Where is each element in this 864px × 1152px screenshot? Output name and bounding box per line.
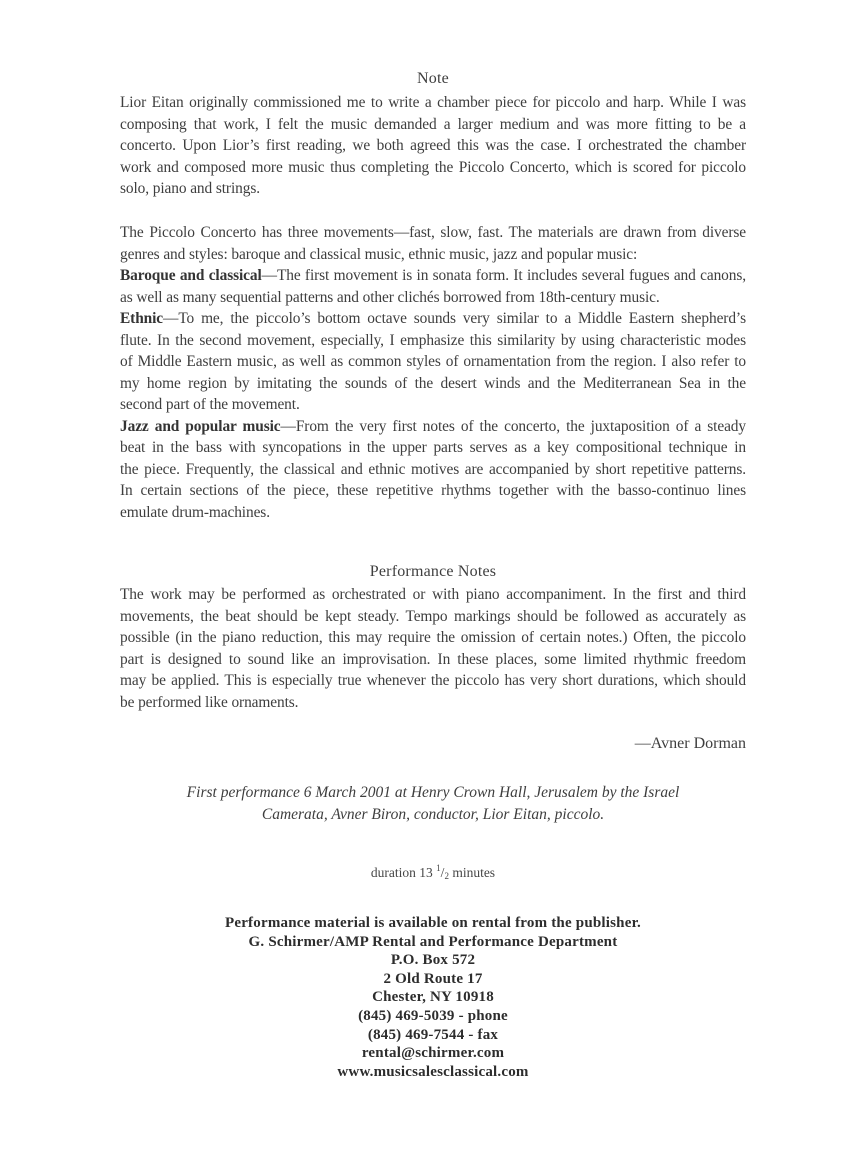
performance-notes-paragraph (120, 584, 746, 713)
text-line: The work may be performed as orchestrated or with piano accompaniment. In the first and third (120, 586, 746, 603)
text-line: genres and styles: baroque and classical music, ethnic music, jazz and popular music: (120, 245, 638, 263)
text-line: The Piccolo Concerto has three movements—fast, slow, fast. The materials are drawn from diverse (120, 224, 746, 241)
note-paragraph-2 (120, 222, 746, 523)
text-line: possible (in the piano reduction, this may require the omission of certain notes.) Often, the piccolo (120, 629, 746, 646)
publisher-city-state-zip: Chester, NY 10918 (372, 989, 494, 1006)
premiere-note (120, 782, 746, 826)
publisher-rental-notice: Performance material is available on rental from the publisher. (224, 915, 642, 931)
premiere-line: First performance 6 March 2001 at Henry Crown Hall, Jerusalem by the Israel (186, 784, 680, 801)
text-line: flute. In the second movement, especially, I emphasize this similarity by using characteristic modes (120, 331, 746, 349)
note-paragraph-1 (120, 92, 746, 200)
text-line: solo, piano and strings. (120, 180, 260, 197)
text-line: concerto. Upon Lior’s first reading, we both agreed this was the case. I orchestrated the chamber (120, 137, 746, 154)
publisher-department: G. Schirmer/AMP Rental and Performance Department (248, 933, 618, 950)
text-line: of Middle Eastern music, as well as common styles of ornamentation from the region. I also refer to (120, 353, 746, 370)
composer-signature: —Avner Dorman (634, 735, 746, 752)
premiere-line: Camerata, Avner Biron, conductor, Lior Eitan, piccolo. (261, 806, 605, 823)
text-line: part is designed to sound like an improvisation. In these places, some limited rhythmic freedom (120, 650, 746, 668)
fraction-denominator: 2 (444, 871, 449, 881)
text-line: Lior Eitan originally commissioned me to write a chamber piece for piccolo and harp. While I was (120, 94, 746, 111)
fraction-slash: / (440, 865, 445, 880)
text-line: may be applied. This is especially true whenever the piccolo has very short durations, which should (120, 672, 746, 689)
text-line: as well as many sequential patterns and other clichés borrowed from 18th-century music. (120, 288, 660, 306)
text-line: movements, the beat should be kept steady. Tempo markings should be followed as accurately as (120, 607, 746, 625)
text-line: the piece. Frequently, the classical and ethnic motives are accompanied by short repetitive patterns. (120, 460, 746, 478)
duration-note: duration 13 $^1/_2$ minutes (370, 863, 496, 881)
publisher-fax: (845) 469-7544 - fax (367, 1026, 499, 1043)
text-line: beat in the bass with syncopations in the upper parts serves as a key compositional technique in (120, 439, 746, 456)
publisher-email-text: rental@schirmer.com (361, 1045, 505, 1062)
text-line: second part of the movement. (120, 396, 300, 413)
text-line: work and composed more music thus completing the Piccolo Concerto, which is scored for piccolo (120, 158, 746, 176)
text-line: my home region by imitating the sounds of the desert winds and the Mediterranean Sea in the (120, 374, 746, 392)
publisher-po-box: P.O. Box 572 (390, 952, 476, 969)
text-line: In certain sections of the piece, these repetitive rhythms together with the basso-continuo lines (120, 482, 746, 499)
publisher-contact-block (120, 914, 746, 1081)
text-line: emulate drum-machines. (120, 503, 270, 521)
publisher-phone: (845) 469-5039 - phone (358, 1007, 508, 1024)
fraction-numerator: 1 (436, 863, 441, 873)
text-line: Jazz and popular music—From the very first notes of the concerto, the juxtaposition of a steady (120, 417, 746, 435)
text-line: be performed like ornaments. (120, 693, 299, 711)
performance-notes-heading: Performance Notes (369, 563, 497, 580)
text-line: Ethnic—To me, the piccolo’s bottom octave sounds very similar to a Middle Eastern shepherd’s (120, 310, 746, 327)
text-line: Baroque and classical—The first movement is in sonata form. It includes several fugues and canons, (120, 267, 746, 284)
publisher-street: 2 Old Route 17 (383, 970, 483, 987)
publisher-website-text: www.musicsalesclassical.com (337, 1063, 529, 1080)
text-line: composing that work, I felt the music demanded a larger medium and was more fitting to be a (120, 115, 746, 133)
note-heading: Note (417, 70, 449, 87)
